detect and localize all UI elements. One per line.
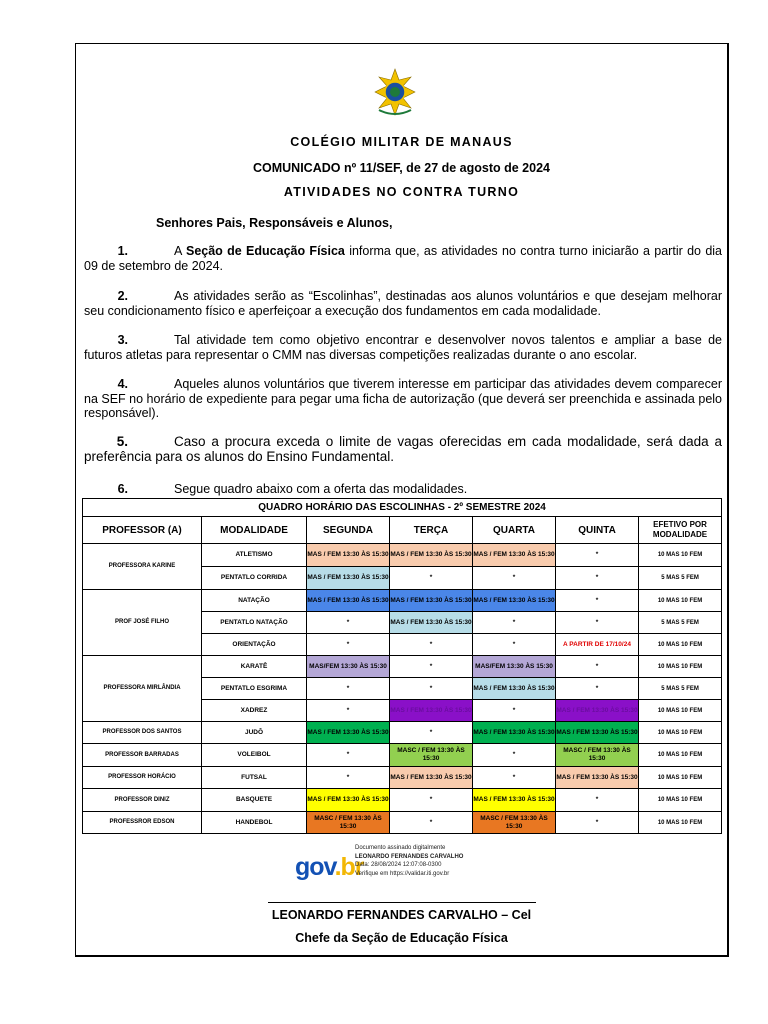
schedule-cell: * <box>556 656 639 678</box>
modalidade-cell: HANDEBOL <box>202 812 307 834</box>
school-name: COLÉGIO MILITAR DE MANAUS <box>290 135 513 149</box>
paragraph-number: 1. <box>117 244 128 258</box>
schedule-cell: A PARTIR DE 17/10/24 <box>556 634 639 656</box>
schedule-cell: * <box>390 567 473 590</box>
header-segunda: SEGUNDA <box>307 517 390 544</box>
efetivo-cell: 10 MAS 10 FEM <box>639 767 722 789</box>
paragraph-number: 6. <box>117 482 128 496</box>
paragraph-number: 5. <box>116 434 128 449</box>
modalidade-cell: NATAÇÃO <box>202 590 307 612</box>
schedule-cell: * <box>307 744 390 767</box>
paragraph-5: 5. Caso a procura exceda o limite de vagas oferecidas em cada modalidade, será dada a preferência para os alunos do Ensino Fundamental. <box>84 434 722 464</box>
header-terca: TERÇA <box>390 517 473 544</box>
schedule-cell: * <box>307 767 390 789</box>
schedule-cell: * <box>390 656 473 678</box>
communique-title: COMUNICADO nº 11/SEF, de 27 de agosto de 2024 <box>252 161 550 175</box>
schedule-cell: MAS/FEM 13:30 ÀS 15:30 <box>473 656 556 678</box>
schedule-cell: * <box>390 678 473 700</box>
schedule-cell: * <box>390 634 473 656</box>
paragraph-4: 4. Aqueles alunos voluntários que tiverem interesse em participar das atividades devem comparecer na SEF no horário de expediente para pegar uma ficha de autorização (que deverá ser preenchida e assinada pelo responsável). <box>84 377 722 420</box>
document-page <box>75 43 729 957</box>
modalidade-cell: PENTATLO ESGRIMA <box>202 678 307 700</box>
paragraph-1: 1. A Seção de Educação Física informa que, as atividades no contra turno iniciarão a partir do dia 09 de setembro de 2024. <box>84 244 722 273</box>
professor-cell: PROFESSORA MIRLÂNDIA <box>83 656 202 722</box>
table-row <box>83 722 722 744</box>
table-row <box>83 767 722 789</box>
schedule-cell: * <box>307 678 390 700</box>
header-efetivo: EFETIVO POR MODALIDADE <box>639 517 722 544</box>
schedule-cell: MAS / FEM 13:30 ÀS 15:30 <box>473 544 556 567</box>
efetivo-cell: 10 MAS 10 FEM <box>639 544 722 567</box>
signature-line <box>268 902 536 903</box>
schedule-cell: MASC / FEM 13:30 ÀS 15:30 <box>556 744 639 767</box>
digital-signature-note: Documento assinado digitalmente <box>355 845 446 851</box>
schedule-cell: * <box>473 634 556 656</box>
schedule-cell: * <box>556 544 639 567</box>
table-row <box>83 590 722 612</box>
header-quarta: QUARTA <box>473 517 556 544</box>
professor-cell: PROF JOSÉ FILHO <box>83 590 202 656</box>
signer-role: Chefe da Seção de Educação Física <box>295 931 508 945</box>
efetivo-cell: 5 MAS 5 FEM <box>639 567 722 590</box>
schedule-cell: * <box>307 612 390 634</box>
efetivo-cell: 10 MAS 10 FEM <box>639 634 722 656</box>
efetivo-cell: 10 MAS 10 FEM <box>639 789 722 812</box>
header-quinta: QUINTA <box>556 517 639 544</box>
professor-cell: PROFESSROR EDSON <box>83 812 202 834</box>
govbr-logo: gov.br <box>295 853 364 881</box>
professor-cell: PROFESSOR HORÁCIO <box>83 767 202 789</box>
digital-signer: LEONARDO FERNANDES CARVALHO <box>355 853 464 860</box>
schedule-cell: MAS / FEM 13:30 ÀS 15:30 <box>307 544 390 567</box>
modalidade-cell: VOLEIBOL <box>202 744 307 767</box>
schedule-cell: MAS / FEM 13:30 ÀS 15:30 <box>473 789 556 812</box>
header-professor: PROFESSOR (A) <box>83 517 202 544</box>
schedule-cell: * <box>556 567 639 590</box>
modalidade-cell: FUTSAL <box>202 767 307 789</box>
table-title: QUADRO HORÁRIO DAS ESCOLINHAS - 2º SEMESTRE 2024 <box>83 499 722 517</box>
modalidade-cell: BASQUETE <box>202 789 307 812</box>
schedule-cell: * <box>473 744 556 767</box>
schedule-cell: * <box>390 812 473 834</box>
greeting: Senhores Pais, Responsáveis e Alunos, <box>156 216 393 230</box>
modalidade-cell: ORIENTAÇÃO <box>202 634 307 656</box>
paragraph-number: 3. <box>117 333 128 347</box>
schedule-cell: MAS / FEM 13:30 ÀS 15:30 <box>390 544 473 567</box>
efetivo-cell: 10 MAS 10 FEM <box>639 812 722 834</box>
modalidade-cell: JUDÔ <box>202 722 307 744</box>
table-row <box>83 744 722 767</box>
schedule-cell: MAS / FEM 13:30 ÀS 15:30 <box>307 567 390 590</box>
digital-signature-verify: Verifique em https://validar.iti.gov.br <box>355 870 450 877</box>
table-header-row <box>83 517 722 544</box>
paragraph-6: 6. Segue quadro abaixo com a oferta das modalidades. <box>84 482 722 497</box>
schedule-cell: MAS / FEM 13:30 ÀS 15:30 <box>556 767 639 789</box>
modalidade-cell: KARATÊ <box>202 656 307 678</box>
paragraph-number: 2. <box>117 289 128 303</box>
schedule-cell: MAS / FEM 13:30 ÀS 15:30 <box>390 700 473 722</box>
paragraph-3: 3. Tal atividade tem como objetivo encontrar e desenvolver novos talentos e ampliar a base de futuros atletas para representar o CMM nas diversas competições realizadas durante o ano escolar. <box>84 333 722 362</box>
paragraph-2: 2. As atividades serão as “Escolinhas”, destinadas aos alunos voluntários e que desejam melhorar seu condicionamento físico e aperfeiçoar a execução dos fundamentos em cada modalidade. <box>84 289 722 318</box>
signer-name: LEONARDO FERNANDES CARVALHO – Cel <box>271 908 532 922</box>
schedule-cell: * <box>473 700 556 722</box>
schedule-cell: * <box>556 612 639 634</box>
modalidade-cell: PENTATLO CORRIDA <box>202 567 307 590</box>
digital-signature-block <box>355 844 463 878</box>
efetivo-cell: 10 MAS 10 FEM <box>639 744 722 767</box>
schedule-cell: MAS / FEM 13:30 ÀS 15:30 <box>473 678 556 700</box>
schedule-cell: MASC / FEM 13:30 ÀS 15:30 <box>307 812 390 834</box>
efetivo-cell: 10 MAS 10 FEM <box>639 700 722 722</box>
schedule-cell: * <box>556 789 639 812</box>
efetivo-cell: 10 MAS 10 FEM <box>639 590 722 612</box>
schedule-cell: * <box>390 722 473 744</box>
schedule-cell: MAS / FEM 13:30 ÀS 15:30 <box>556 700 639 722</box>
table-row <box>83 544 722 567</box>
efetivo-cell: 5 MAS 5 FEM <box>639 612 722 634</box>
modalidade-cell: PENTATLO NATAÇÃO <box>202 612 307 634</box>
brazil-coat-of-arms-icon <box>373 68 417 116</box>
schedule-cell: * <box>307 700 390 722</box>
header-modalidade: MODALIDADE <box>202 517 307 544</box>
schedule-cell: * <box>390 789 473 812</box>
professor-cell: PROFESSOR BARRADAS <box>83 744 202 767</box>
schedule-cell: MAS/FEM 13:30 ÀS 15:30 <box>307 656 390 678</box>
schedule-cell: * <box>307 634 390 656</box>
communique-subject: ATIVIDADES NO CONTRA TURNO <box>283 185 520 199</box>
schedule-table <box>82 498 722 834</box>
schedule-cell: MAS / FEM 13:30 ÀS 15:30 <box>473 590 556 612</box>
table-row <box>83 789 722 812</box>
table-row <box>83 812 722 834</box>
paragraph-number: 4. <box>117 377 128 391</box>
schedule-cell: MAS / FEM 13:30 ÀS 15:30 <box>307 590 390 612</box>
schedule-cell: * <box>473 567 556 590</box>
schedule-cell: MASC / FEM 13:30 ÀS 15:30 <box>390 744 473 767</box>
efetivo-cell: 10 MAS 10 FEM <box>639 656 722 678</box>
efetivo-cell: 10 MAS 10 FEM <box>639 722 722 744</box>
schedule-cell: MAS / FEM 13:30 ÀS 15:30 <box>390 612 473 634</box>
professor-cell: PROFESSOR DINIZ <box>83 789 202 812</box>
professor-cell: PROFESSOR DOS SANTOS <box>83 722 202 744</box>
schedule-cell: MAS / FEM 13:30 ÀS 15:30 <box>307 789 390 812</box>
modalidade-cell: XADREZ <box>202 700 307 722</box>
professor-cell: PROFESSORA KARINE <box>83 544 202 590</box>
schedule-cell: * <box>556 590 639 612</box>
table-row <box>83 656 722 678</box>
schedule-cell: MAS / FEM 13:30 ÀS 15:30 <box>556 722 639 744</box>
efetivo-cell: 5 MAS 5 FEM <box>639 678 722 700</box>
schedule-cell: MAS / FEM 13:30 ÀS 15:30 <box>307 722 390 744</box>
schedule-cell: * <box>556 812 639 834</box>
schedule-cell: * <box>473 767 556 789</box>
schedule-cell: * <box>473 612 556 634</box>
modalidade-cell: ATLETISMO <box>202 544 307 567</box>
schedule-cell: MAS / FEM 13:30 ÀS 15:30 <box>473 722 556 744</box>
digital-signature-date: Data: 28/08/2024 12:07:08-0300 <box>355 862 442 868</box>
schedule-cell: * <box>556 678 639 700</box>
schedule-cell: MASC / FEM 13:30 ÀS 15:30 <box>473 812 556 834</box>
schedule-cell: MAS / FEM 13:30 ÀS 15:30 <box>390 767 473 789</box>
schedule-cell: MAS / FEM 13:30 ÀS 15:30 <box>390 590 473 612</box>
